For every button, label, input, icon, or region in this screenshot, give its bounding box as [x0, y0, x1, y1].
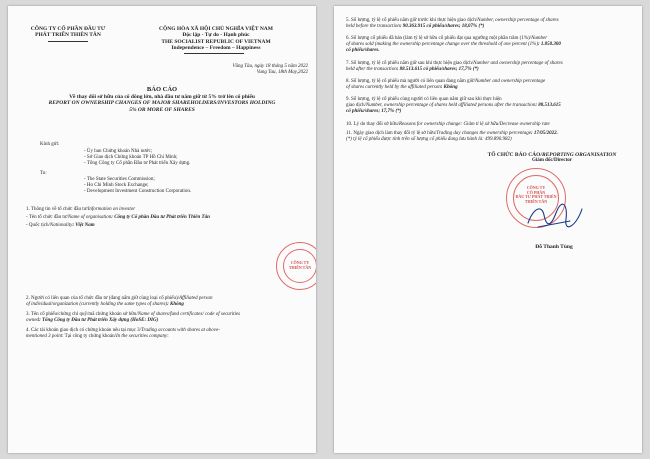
- item-5: 5. Số lượng, tỷ lệ cổ phiếu nắm giữ trước khi thực hiện giao dịch/Number, ownership percentage of shares held before the transaction: 90.363.915 cổ phiếu/shares; 18,07% (*): [346, 18, 559, 30]
- document-page-2: [334, 6, 642, 453]
- company-name-line-1: CÔNG TY CỔ PHẦN ĐẦU TƯ: [30, 26, 106, 32]
- shares-after-value: : 88.513.615 cổ phiếu/shares; 17,7% (*): [396, 67, 479, 73]
- recipient-en: - Development Investment Construction Corporation.: [84, 189, 192, 195]
- item-6: 6. Số lượng cổ phiếu đã bán (làm tỷ lệ sở hữu cổ phiếu đạt qua ngưỡng một phần trăm (1%)/Number of shares sold (making the ownership percentage change over the threshold of one percent (1%): 1.850.300 cổ phiếu/shares.: [346, 36, 561, 54]
- item-10: 10. Lý do thay đổi sở hữu/Reasons for ownership change: Giảm tỉ lệ sở hữu/Decrease ownership rate: [346, 122, 550, 127]
- subtitle-en-1: REPORT ON OWNERSHIP CHANGES OF MAJOR SHAREHOLDERS/INVESTORS HOLDING: [48, 100, 276, 107]
- recipient-vn: - Ủy ban Chứng khoán Nhà nước;: [84, 149, 153, 154]
- nation-en: THE SOCIALIST REPUBLIC OF VIETNAM: [161, 38, 271, 45]
- to-label: To:: [40, 171, 47, 176]
- document-page-1: [8, 6, 316, 453]
- divider: [184, 53, 244, 54]
- reason-value: : Giảm tỉ lệ sở hữu/Decrease ownership rate: [460, 122, 550, 127]
- item-11: 11. Ngày giao dịch làm thay đổi tỷ lệ sở hữu/Trading day changes the ownership percentage: 17/05/2022. (*) tỷ lệ cổ phiếu được tính trên số lượng cổ phiếu đang lưu hành là: 499.890.982): [346, 131, 558, 143]
- nation-vn: CỘNG HÒA XÃ HỘI CHỦ NGHĨA VIỆT NAM: [159, 26, 273, 32]
- trading-date-value: : 17/05/2022.: [530, 131, 558, 136]
- handwritten-signature: [524, 201, 584, 233]
- item-4: 4. Các tài khoản giao dịch có chứng khoán nêu tại mục 3/Trading accounts with shares at above- mentioned 3 point: Tại công ty chứng khoán/In the securities company:: [26, 328, 220, 340]
- recipients-en: [84, 177, 304, 196]
- company-seal: CÔNG TY THIÊN TÂN: [276, 242, 316, 290]
- recipient-vn: - Sở Giao dịch Chứng khoán TP Hồ Chí Minh;: [84, 155, 178, 161]
- motto-en: Independence – Freedom – Happiness: [171, 45, 261, 52]
- date-block: [158, 64, 308, 76]
- date-vn: Vũng Tàu, ngày 18 tháng 5 năm 2022: [232, 64, 308, 69]
- kinh-gui-label: Kính gửi:: [40, 142, 60, 147]
- subtitle-vn: Về thay đổi sở hữu của cổ đông lớn, nhà đầu tư nắm giữ từ 5% trở lên cổ phiếu: [69, 94, 255, 100]
- signature-block: TỔ CHỨC BÁO CÁO/REPORTING ORGANISATION Giám đốc/Director: [464, 152, 640, 165]
- report-title: BÁO CÁO: [146, 86, 178, 93]
- signer-name: Đỗ Thanh Tùng: [535, 244, 573, 250]
- signer-title: Giám đốc/Director: [531, 158, 573, 164]
- recipient-en: - Ho Chi Minh Stock Exchange;: [84, 183, 149, 189]
- recipient-vn: - Tổng Công ty Cổ phần Đầu tư Phát triển Xây dựng.: [84, 161, 191, 167]
- item-7: 7. Số lượng, tỷ lệ cổ phiếu nắm giữ sau khi thực hiện giao dịch/Number and ownership percentage of shares held after the transaction: 88.513.615 cổ phiếu/shares; 17,7% (*): [346, 61, 563, 73]
- subtitle-en-2: 5% OR MORE OF SHARES: [129, 106, 195, 113]
- item-3: 3. Tên cổ phiếu/chứng chỉ quỹ/mã chứng khoán sở hữu/Name of shares/fund certificates/ code of securities owned: Tổng Công ty Đầu tư Phát triển Xây dựng (HoSE: DIG): [26, 312, 241, 324]
- company-name-line-2: PHÁT TRIỂN THIÊN TÂN: [35, 32, 101, 39]
- recipient-en: - The State Securities Commission;: [84, 177, 155, 182]
- divider: [48, 41, 88, 42]
- motto-vn: Độc lập - Tự do - Hạnh phúc: [182, 32, 250, 39]
- nationality-value: : Việt Nam: [72, 223, 95, 229]
- item-8: 8. Số lượng, tỷ lệ cổ phiếu mà người có liên quan đang nắm giữ/Number and ownership percentage of shares currently held by the affiliated person: Không: [346, 79, 546, 91]
- company-seal: CÔNG TY CỔ PHẦN ĐẦU TƯ PHÁT TRIỂN THIÊN TÂN: [506, 168, 566, 228]
- item-9: 9. Số lượng, tỷ lệ cổ phiếu cùng người có liên quan nắm giữ sau khi thực hiện giao dịch/Number, ownership percentage of shares held affiliated persons after the transaction: 88.513.615 cổ phiếu/shares; 17,7% (*): [346, 97, 561, 115]
- company-header-left: [18, 26, 118, 39]
- investor-name: : Công ty Cổ phần Đầu tư Phát triển Thiên Tân: [111, 215, 210, 221]
- item-1: 1. Thông tin về tổ chức đầu tư/Information on investor - Tên tổ chức đầu tư/Name of organisation: Công ty Cổ phần Đầu tư Phát triển Thiên Tân - Quốc tịch/Nationality: Việt Nam: [26, 207, 210, 229]
- report-subtitle: [14, 94, 310, 113]
- footnote: (*) tỷ lệ cổ phiếu được tính trên số lượng cổ phiếu đang lưu hành là: 499.890.982): [346, 137, 512, 143]
- shares-before-value: : 90.363.915 cổ phiếu/shares; 18,07% (*): [399, 24, 485, 30]
- date-en: Vung Tau, 18th May,2022: [256, 70, 308, 76]
- national-header: [120, 26, 312, 52]
- recipients-vn: [84, 149, 304, 168]
- shares-sold-value: : 1.850.300: [538, 42, 561, 48]
- security-value: : Tổng Công ty Đầu tư Phát triển Xây dựng (HoSE: DIG): [39, 318, 159, 324]
- item-2: 2. Người có liên quan của tổ chức đầu tư (đang nắm giữ cùng loại cổ phiếu)/Affiliated person of individual/organization (currently holding the same types of shares): Không: [26, 296, 213, 308]
